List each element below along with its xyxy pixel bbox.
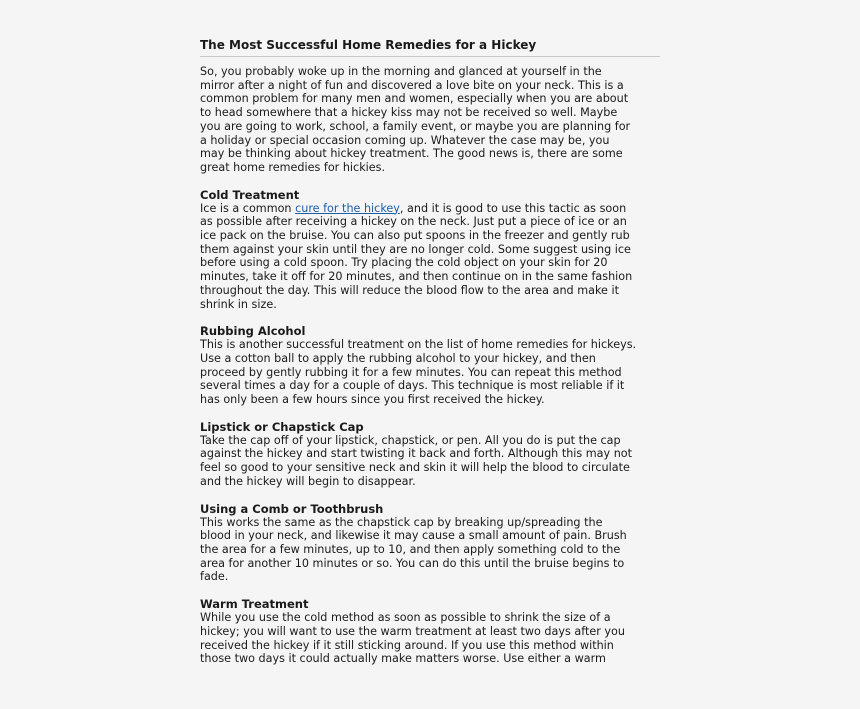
section-cold-treatment [200,188,660,312]
section-lipstick-chapstick-cap [200,420,660,489]
section-heading: Warm Treatment [200,597,309,612]
section-body: Take the cap off of your lipstick, chapstick, or pen. All you do is put the cap against the hickey and start twisting it back and forth. Although this may not feel so good to your sensitive neck and skin it will help the blood to circulate and the hickey will begin to disappear. [200,433,633,488]
cure-for-the-hickey-link[interactable]: cure for the hickey [295,201,400,215]
section-heading: Using a Comb or Toothbrush [200,501,384,516]
article [200,38,660,666]
section-body: While you use the cold method as soon as possible to shrink the size of a hickey; you will want to use the warm treatment at least two days after you received the hickey if it still sticking around. If you use this method within those two days it could actually make matters worse. Use either a warm [200,611,625,666]
body-text-before-link: Ice is a common [200,201,296,215]
article-title: The Most Successful Home Remedies for a Hickey [200,38,660,57]
section-heading: Rubbing Alcohol [200,324,306,339]
section-body: This is another successful treatment on the list of home remedies for hickeys. Use a cotton ball to apply the rubbing alcohol to your hickey, and then proceed by gently rubbing it for a few minutes. You can repeat this method several times a day for a couple of days. This technique is most reliable if it has only been a few hours since you first received the hickey. [200,338,637,407]
section-warm-treatment [200,597,660,666]
section-rubbing-alcohol [200,324,660,407]
body-text-after-link: , and it is good to use this tactic as soon as possible after receiving a hickey on the neck. Just put a piece of ice or an ice pack on the bruise. You can also put spoons in the freezer and gently rub them against your skin until they are no longer cold. Some suggest using ice before using a cold spoon. Try placing the cold object on your skin for 20 minutes, take it off for 20 minutes, and then continue on in the same fashion throughout the day. This will reduce the blood flow to the area and make it shrink in size. [200,201,633,311]
section-heading: Lipstick or Chapstick Cap [200,419,364,434]
section-body [200,202,660,312]
section-body: This works the same as the chapstick cap by breaking up/spreading the blood in your neck, and likewise it may cause a small amount of pain. Brush the area for a few minutes, up to 10, and then apply something cold to the area for another 10 minutes or so. You can do this until the bruise begins to fade. [200,515,627,584]
section-heading: Cold Treatment [200,187,300,202]
intro-paragraph: So, you probably woke up in the morning and glanced at yourself in the mirror after a night of fun and discovered a love bite on your neck. This is a common problem for many men and women, especially when you are about to head somewhere that a hickey kiss may not be received so well. Maybe you are going to work, school, a family event, or maybe you are planning for a holiday or special occasion coming up. Whatever the case may be, you may be thinking about hickey treatment. The good news is, there are some great home remedies for hickies. [200,65,631,174]
section-comb-or-toothbrush [200,502,660,585]
